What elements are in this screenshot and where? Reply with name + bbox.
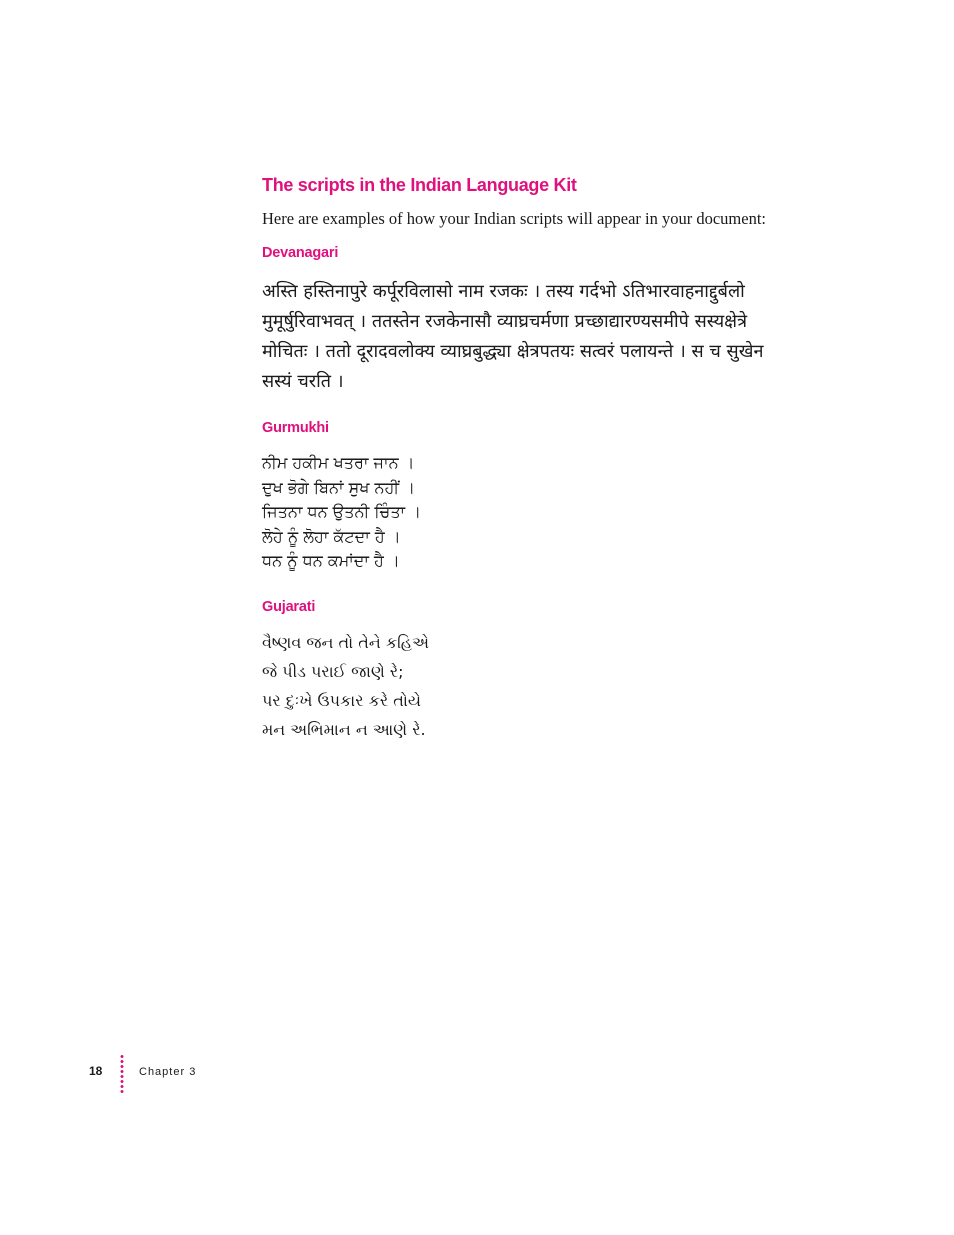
page-number: 18 xyxy=(89,1064,103,1078)
gujarati-sample xyxy=(262,628,822,744)
devanagari-line: अस्ति हस्तिनापुरे कर्पूरविलासो नाम रजकः । तस्य गर्दभो ऽतिभारवाहनाद्दुर्बलो xyxy=(262,281,745,302)
dotted-divider xyxy=(120,1054,124,1094)
devanagari-heading: Devanagari xyxy=(262,245,339,261)
main-content xyxy=(262,174,822,744)
gujarati-line: મન અભિમાન ન આણે રે. xyxy=(262,719,426,739)
chapter-label: Chapter 3 xyxy=(139,1066,197,1078)
gurmukhi-sample xyxy=(262,451,822,574)
page-footer xyxy=(60,1054,260,1094)
gujarati-line: જે પીડ પરાઈ જાણે રે; xyxy=(262,661,404,681)
gujarati-line: પર દુઃખે ઉપકાર કરે તોયે xyxy=(262,690,421,710)
gurmukhi-line: ਨੀਮ ਹਕੀਮ ਖਤਰਾ ਜਾਨ । xyxy=(262,453,415,472)
devanagari-sample xyxy=(262,277,807,397)
devanagari-line: मोचितः । ततो दूरादवलोक्य व्याघ्रबुद्ध्या क्षेत्रपतयः सत्वरं पलायन्ते । स च सुखेन xyxy=(262,341,764,362)
gujarati-line: વૈષ્ણવ જન તો તેને કહિએ xyxy=(262,632,430,652)
gurmukhi-line: ਧਨ ਨੂੰ ਧਨ ਕਮਾਂਦਾ ਹੈ । xyxy=(262,551,400,570)
gurmukhi-line: ਜਿਤਨਾ ਧਨ ਉਤਨੀ ਚਿੰਤਾ । xyxy=(262,502,422,521)
gurmukhi-line: ਦੁਖ ਭੋਗੇ ਬਿਨਾਂ ਸੁਖ ਨਹੀਂ । xyxy=(262,477,415,497)
gurmukhi-heading: Gurmukhi xyxy=(262,420,329,436)
section-title: The scripts in the Indian Language Kit xyxy=(262,175,577,195)
devanagari-line: मुमूर्षुरिवाभवत् । ततस्तेन रजकेनासौ व्याघ्रचर्मणा प्रच्छाद्यारण्यसमीपे सस्यक्षेत्रे xyxy=(262,311,748,332)
intro-paragraph: Here are examples of how your Indian scripts will appear in your document: xyxy=(262,209,767,228)
gujarati-heading: Gujarati xyxy=(262,598,316,615)
devanagari-line: सस्यं चरति । xyxy=(262,371,344,392)
gurmukhi-line: ਲੋਹੇ ਨੂੰ ਲੋਹਾ ਕੱਟਦਾ ਹੈ । xyxy=(262,526,401,546)
